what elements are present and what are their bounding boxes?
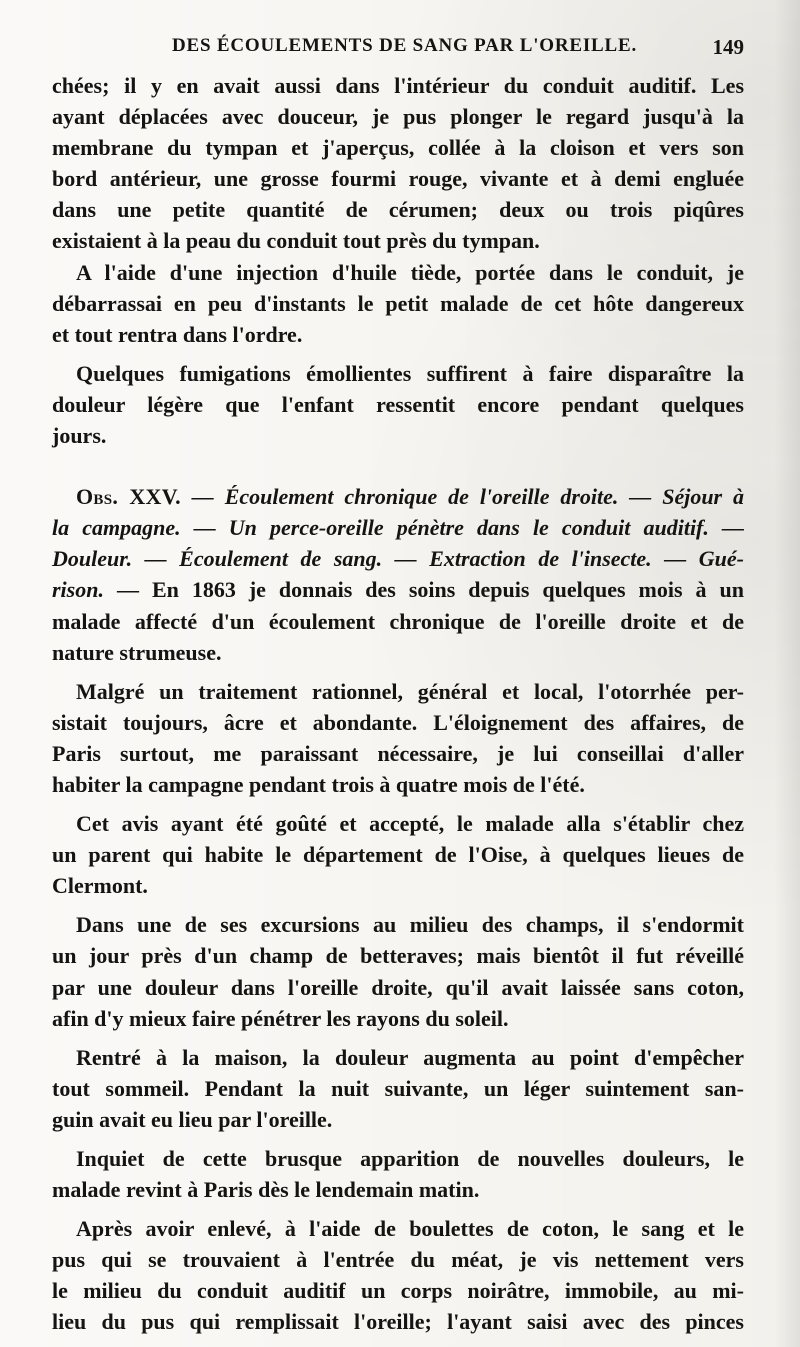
observation-title-end: rison. bbox=[52, 577, 104, 603]
text-line: ayant déplacées avec douceur, je pus plonger le regard jusqu'à la bbox=[52, 104, 744, 130]
paragraph-gap bbox=[52, 350, 744, 358]
paragraph-examination bbox=[52, 1213, 744, 1337]
page-number: 149 bbox=[712, 35, 744, 59]
text-line: bord antérieur, une grosse fourmi rouge, vivante et à demi engluée bbox=[52, 166, 744, 192]
text-line: Rentré à la maison, la douleur augmenta au point d'empêcher bbox=[76, 1044, 744, 1070]
text-line: afin d'y mieux faire pénétrer les rayons du soleil. bbox=[52, 1005, 509, 1031]
paragraph-gap bbox=[52, 800, 744, 808]
text-line: Inquiet de cette brusque apparition de nouvelles douleurs, le bbox=[76, 1146, 744, 1171]
text-line: habiter la campagne pendant trois à quatre mois de l'été. bbox=[52, 771, 585, 797]
text-line: pus qui se trouvaient à l'entrée du méat, je vis nettement vers bbox=[52, 1247, 744, 1273]
text-line: le milieu du conduit auditif un corps noirâtre, immobile, au mi- bbox=[52, 1278, 744, 1304]
text-line: sistait toujours, âcre et abondante. L'éloignement des affaires, de bbox=[52, 709, 744, 735]
observation-label: Obs. XXV. bbox=[76, 484, 181, 510]
text-line: Quelques fumigations émollientes suffirent à faire disparaître la bbox=[76, 360, 744, 386]
text-line: guin avait eu lieu par l'oreille. bbox=[52, 1106, 333, 1132]
text-line: Dans une de ses excursions au milieu des champs, il s'endormit bbox=[76, 912, 744, 938]
text-line: Cet avis ayant été goûté et accepté, le malade alla s'établir chez bbox=[76, 811, 744, 837]
observation-heading-line bbox=[52, 481, 744, 512]
paragraph-gap bbox=[52, 901, 744, 909]
paragraph-gap bbox=[52, 1135, 744, 1143]
paragraph-oil-injection bbox=[52, 257, 744, 350]
running-head bbox=[52, 35, 744, 65]
observation-text-line bbox=[52, 574, 744, 605]
text-line: un jour près d'un champ de betteraves; mais bientôt il fut réveillé bbox=[52, 943, 744, 969]
text-line: malade revint à Paris dès le lendemain matin. bbox=[52, 1177, 480, 1203]
text-line: existaient à la peau du conduit tout près du tympan. bbox=[52, 228, 540, 254]
observation-title-part: — Écoulement chronique de l'oreille droite. — Séjour à bbox=[191, 484, 745, 510]
text-line: A l'aide d'une injection d'huile tiède, portée dans le conduit, je bbox=[76, 259, 744, 285]
paragraph-return-home bbox=[52, 1042, 744, 1135]
text-line: et tout rentra dans l'ordre. bbox=[52, 321, 303, 347]
text-line: tout sommeil. Pendant la nuit suivante, un léger suintement san- bbox=[52, 1075, 744, 1101]
text-line: Après avoir enlevé, à l'aide de boulettes de coton, le sang et le bbox=[76, 1216, 744, 1242]
page-edge-shadow bbox=[774, 0, 800, 1347]
observation-title-line: Douleur. — Écoulement de sang. — Extraction de l'insecte. — Gué- bbox=[52, 546, 744, 572]
page-content bbox=[52, 70, 744, 1338]
text-line: chées; il y en avait aussi dans l'intérieur du conduit auditif. Les bbox=[52, 73, 744, 98]
paragraph-gap bbox=[52, 1205, 744, 1213]
paragraph-gap bbox=[52, 668, 744, 676]
paragraph-fumigations bbox=[52, 358, 744, 451]
text-line: dans une petite quantité de cérumen; deux ou trois piqûres bbox=[52, 197, 744, 223]
paragraph-paris-return bbox=[52, 1143, 744, 1205]
section-gap bbox=[52, 451, 744, 481]
text-line: Paris surtout, me paraissant nécessaire, je lui conseillai d'aller bbox=[52, 740, 744, 766]
paragraph-countryside bbox=[52, 808, 744, 901]
text-line: Malgré un traitement rationnel, général et local, l'otorrhée per- bbox=[76, 678, 744, 704]
paragraph-excursion bbox=[52, 909, 744, 1033]
observation-text-line: nature strumeuse. bbox=[52, 639, 222, 665]
text-line: débarrassai en peu d'instants le petit malade de cet hôte dangereux bbox=[52, 290, 744, 316]
text-line: par une douleur dans l'oreille droite, qu'il avait laissée sans coton, bbox=[52, 974, 744, 1000]
paragraph-gap bbox=[52, 1034, 744, 1042]
text-line: jours. bbox=[52, 423, 107, 449]
chapter-title: DES ÉCOULEMENTS DE SANG PAR L'OREILLE. bbox=[172, 35, 638, 56]
observation-xxv bbox=[52, 481, 744, 668]
paragraph-treatment bbox=[52, 676, 744, 800]
observation-title-line: la campagne. — Un perce-oreille pénètre dans le conduit auditif. — bbox=[52, 515, 744, 541]
observation-text-part: — En 1863 je donnais des soins depuis quelques mois à un bbox=[103, 577, 744, 603]
text-line: Clermont. bbox=[52, 873, 148, 899]
observation-text-line: malade affecté d'un écoulement chronique de l'oreille droite et de bbox=[52, 608, 744, 634]
text-line: douleur légère que l'enfant ressentit encore pendant quelques bbox=[52, 391, 744, 417]
text-line: un parent qui habite le département de l'Oise, à quelques lieues de bbox=[52, 842, 744, 868]
paragraph-ant-observation bbox=[52, 70, 744, 257]
text-line: membrane du tympan et j'aperçus, collée à la cloison et vers son bbox=[52, 135, 744, 161]
text-line: lieu du pus qui remplissait l'oreille; l'ayant saisi avec des pinces bbox=[52, 1309, 744, 1335]
